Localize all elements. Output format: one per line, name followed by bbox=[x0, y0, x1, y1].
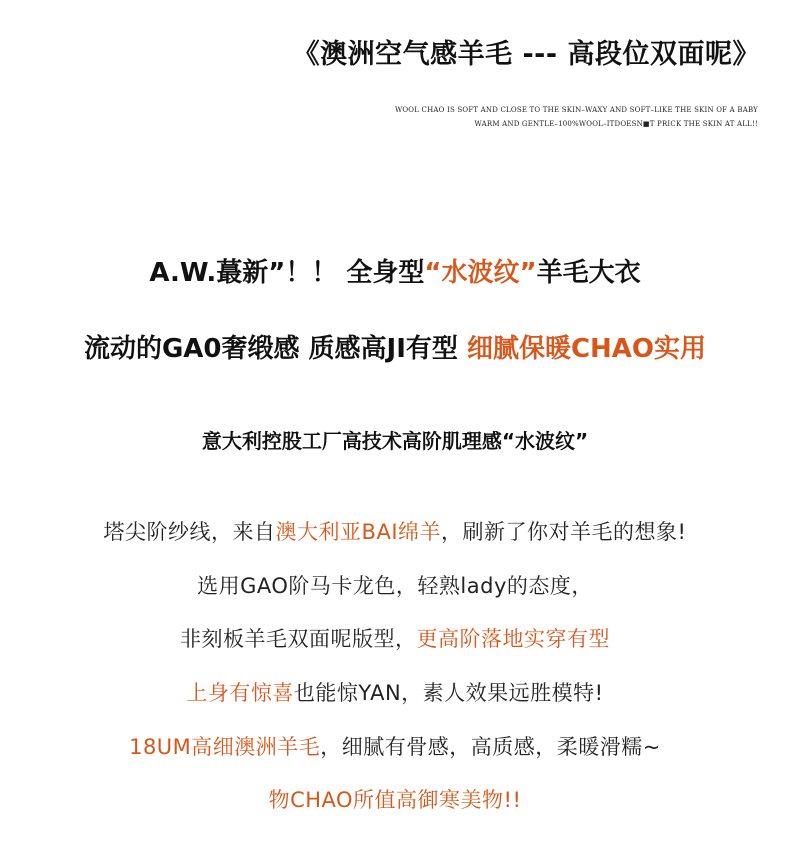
subheadline-highlight: 细腻保暖CHAO实用 bbox=[466, 334, 707, 364]
body-line-3 bbox=[0, 623, 790, 653]
body-text: ，刷新了你对羊毛的想象! bbox=[441, 520, 687, 544]
body-line-6 bbox=[0, 784, 790, 814]
body-line-4 bbox=[0, 677, 790, 707]
body-highlight: 澳大利亚BAI绵羊 bbox=[275, 520, 442, 544]
feature-subheading: 意大利控股工厂高技术高阶肌理感“水波纹” bbox=[201, 429, 589, 453]
body-text: 塔尖阶纱线，来自 bbox=[103, 520, 276, 544]
subheadline-text: 流动的GA0奢缎感 质感高JI有型 bbox=[83, 334, 467, 364]
body-highlight: 18UM高细澳洲羊毛 bbox=[129, 735, 321, 759]
body-highlight: 更高阶落地实穿有型 bbox=[416, 627, 610, 651]
body-text: 非刻板羊毛双面呢版型， bbox=[180, 627, 417, 651]
headline-text: A.W.蕞新”！！ 全身型 bbox=[149, 258, 425, 288]
body-line-5 bbox=[0, 731, 790, 761]
tagline-line-2: WARM AND GENTLE–100%WOOL–ITDOESN■T PRICK THE SKIN AT ALL!! bbox=[474, 120, 758, 128]
body-line-1 bbox=[0, 516, 790, 546]
page-title: 《澳洲空气感羊毛 --- 高段位双面呢》 bbox=[292, 39, 760, 70]
body-line-2: 选用GAO阶马卡龙色，轻熟lady的态度， bbox=[197, 574, 593, 598]
headline-text-end: 羊毛大衣 bbox=[536, 258, 641, 288]
body-highlight: 上身有惊喜 bbox=[186, 681, 294, 705]
product-headline bbox=[0, 252, 790, 289]
tagline-line-1: WOOL CHAO IS SOFT AND CLOSE TO THE SKIN–WAXY AND SOFT–LIKE THE SKIN OF A BABY bbox=[394, 106, 758, 114]
headline-highlight: “水波纹” bbox=[424, 258, 537, 288]
body-text: 也能惊YAN，素人效果远胜模特! bbox=[293, 681, 604, 705]
body-text: ，细腻有骨感，高质感，柔暖滑糯~ bbox=[320, 735, 661, 759]
product-subheadline bbox=[0, 328, 790, 365]
body-highlight: 物CHAO所值高御寒美物!! bbox=[268, 788, 522, 812]
